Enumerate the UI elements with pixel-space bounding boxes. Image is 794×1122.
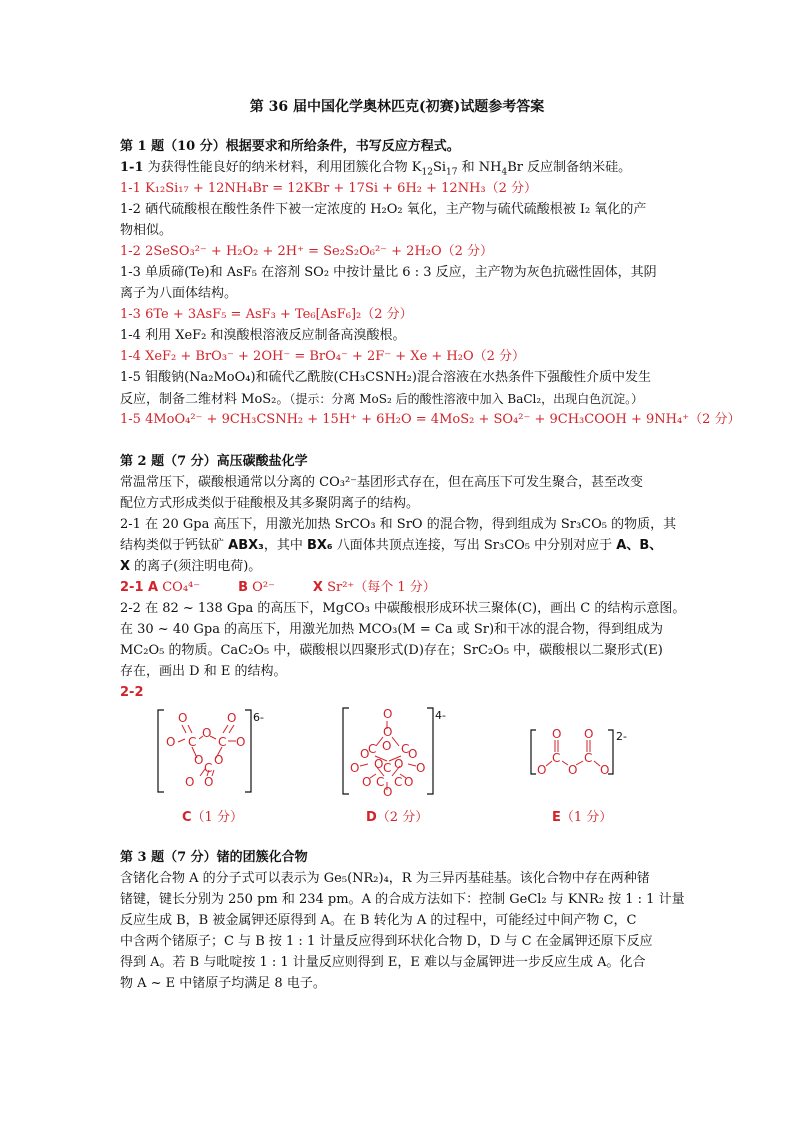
q1-3-text-line2: 离子为八面体结构。 [120,286,238,301]
svg-text:C: C [218,735,227,749]
svg-text:O: O [185,775,195,789]
svg-text:C: C [188,735,197,749]
svg-text:O: O [568,763,578,777]
svg-text:O: O [408,747,418,761]
q1-1-answer: 1-1 K₁₂Si₁₇ + 12NH₄Br = 12KBr + 17Si + 6H₂ + 12NH₃（2 分） [120,181,538,196]
svg-text:O: O [202,726,212,740]
q2-intro-line2: 配位方式形成类似于硅酸根及其多聚阴离子的结构。 [120,496,420,511]
svg-text:O: O [404,775,414,789]
q2-2-text-line4: 存在，画出 D 和 E 的结构。 [120,664,287,679]
svg-text:C: C [376,775,385,789]
q1-3-text-line1: 1-3 单质碲(Te)和 AsF₅ 在溶剂 SO₂ 中按计量比 6 : 3 反应，主产物为灰色抗磁性固体，其阴 [120,265,657,280]
svg-text:C: C [552,751,561,765]
svg-text:C: C [401,742,410,756]
q1-2-text-line1: 1-2 硒代硫酸根在酸性条件下被一定浓度的 H₂O₂ 氧化，主产物与硫代硫酸根被 I₂ 氧化的产 [120,202,647,217]
q3-text-line2: 锗键，键长分别为 250 pm 和 234 pm。A 的合成方法如下：控制 GeCl₂ 与 KNR₂ 按 1 : 1 计量 [120,892,685,907]
svg-text:O: O [383,707,393,721]
q2-2-text-line3: MC₂O₅ 的物质。CaC₂O₅ 中，碳酸根以四聚形式(D)存在；SrC₂O₅ 中，碳酸根以二聚形式(E) [120,643,663,658]
q3-text-line5: 得到 A。若 B 与吡啶按 1 : 1 计量反应则得到 E，E 难以与金属钾进一步反应生成 A。化合 [120,955,646,970]
svg-text:O: O [350,761,360,775]
page-title: 第 36 届中国化学奥林匹克(初赛)试题参考答案 [249,99,545,115]
svg-text:O: O [166,735,176,749]
q3-text-line3: 反应生成 B，B 被金属钾还原得到 A。在 B 转化为 A 的过程中，可能经过中间产物 C，C [120,913,637,928]
svg-text:O: O [383,785,393,798]
q3-text-line4: 中含两个锗原子；C 与 B 按 1 : 1 计量反应得到环状化合物 D，D 与 C 在金属钾还原下反应 [120,934,653,949]
q3-text-line6: 物 A ~ E 中锗原子均满足 8 电子。 [120,976,326,991]
q2-2-text-line2: 在 30 ~ 40 Gpa 的高压下，用激光加热 MCO₃(M = Ca 或 Sr)和干冰的混合物，得到组成为 [120,622,664,637]
structure-d-charge: 4- [435,709,446,722]
svg-text:O: O [178,711,188,725]
q1-4-text: 1-4 利用 XeF₂ 和溴酸根溶液反应制备高溴酸根。 [120,328,406,343]
q2-heading: 第 2 题（7 分）高压碳酸盐化学 [120,454,308,469]
caption-d: D（2 分） [366,810,429,825]
q1-3-answer: 1-3 6Te + 3AsF₅ = AsF₃ + Te₆[AsF₆]₂（2 分） [120,307,413,322]
q2-2-answer-label: 2-2 [120,685,144,700]
svg-text:O: O [214,753,224,767]
structure-c [152,706,277,796]
svg-text:O: O [236,735,246,749]
q3-text-line1: 含锗化合物 A 的分子式可以表示为 Ge₅(NR₂)₄，R 为三异丙基硅基。该化合物中存在两种锗 [120,871,650,886]
q1-2-text-line2: 物相似。 [120,223,173,238]
svg-text:O: O [382,739,392,753]
q3-heading: 第 3 题（7 分）锗的团簇化合物 [120,850,308,865]
svg-text:O: O [416,761,426,775]
q1-5-hint: （提示：分离 MoS₂ 后的酸性溶液中加入 BaCl₂，出现白色沉淀。） [289,392,644,406]
q2-1-text-line2: 结构类似于钙钛矿 ABX₃，其中 BX₆ 八面体共顶点连接，写出 Sr₃CO₅ 中分别对应于 A、B、 [120,538,663,553]
structure-e [528,728,638,778]
svg-text:O: O [360,747,370,761]
svg-text:O: O [383,725,393,739]
q1-5-answer: 1-5 4MoO₄²⁻ + 9CH₃CSNH₂ + 15H⁺ + 6H₂O = 4MoS₂ + SO₄²⁻ + 9CH₃COOH + 9NH₄⁺（2 分） [120,412,741,427]
svg-text:C: C [204,761,213,775]
svg-text:O: O [194,753,204,767]
structure-c-charge: 6- [253,711,264,724]
svg-text:C: C [368,742,377,756]
svg-text:O: O [584,728,594,741]
svg-text:C: C [383,761,392,775]
svg-text:O: O [537,763,547,777]
q1-4-answer: 1-4 XeF₂ + BrO₃⁻ + 2OH⁻ = BrO₄⁻ + 2F⁻ + Xe + H₂O（2 分） [120,349,526,364]
svg-text:O: O [600,763,610,777]
q1-5-text-line2: 反应，制备二维材料 MoS₂。（提示：分离 MoS₂ 后的酸性溶液中加入 BaCl₂，出现白色沉淀。） [120,392,644,407]
q1-5-text-line1: 1-5 钼酸钠(Na₂MoO₄)和硫代乙酰胺(CH₃CSNH₂)混合溶液在水热条件下强酸性介质中发生 [120,370,651,385]
q1-heading: 第 1 题（10 分）根据要求和所给条件，书写反应方程式。 [120,139,460,154]
svg-text:O: O [227,711,237,725]
svg-text:O: O [362,775,372,789]
structure-e-charge: 2- [616,730,627,743]
svg-text:O: O [374,757,384,771]
svg-text:O: O [394,757,404,771]
q1-1-text: 1-1 为获得性能良好的纳米材料，利用团簇化合物 $K_{12}Si_{17}$ 和 $NH_4Br$ 反应制备纳米硅。 [120,160,632,178]
svg-text:O: O [552,728,562,741]
caption-e: E（1 分） [552,810,613,825]
svg-text:O: O [204,775,214,789]
q2-1-answer: 2-1 A CO₄⁴⁻ B O²⁻ X Sr²⁺（每个 1 分） [120,580,436,595]
q2-1-text-line3: X 的离子(须注明电荷)。 [120,559,262,574]
structure-d [338,706,458,798]
q1-2-answer: 1-2 2SeSO₃²⁻ + H₂O₂ + 2H⁺ = Se₂S₂O₆²⁻ + 2H₂O（2 分） [120,244,494,259]
svg-text:C: C [394,775,403,789]
q2-1-text-line1: 2-1 在 20 Gpa 高压下，用激光加热 SrCO₃ 和 SrO 的混合物，得到组成为 Sr₃CO₅ 的物质，其 [120,517,677,532]
q2-intro-line1: 常温常压下，碳酸根通常以分离的 CO₃²⁻基团形式存在，但在高压下可发生聚合，甚至改变 [120,475,644,490]
q2-2-text-line1: 2-2 在 82 ~ 138 Gpa 的高压下，MgCO₃ 中碳酸根形成环状三聚体(C)，画出 C 的结构示意图。 [120,601,686,616]
caption-c: C（1 分） [182,810,243,825]
svg-text:C: C [584,751,593,765]
